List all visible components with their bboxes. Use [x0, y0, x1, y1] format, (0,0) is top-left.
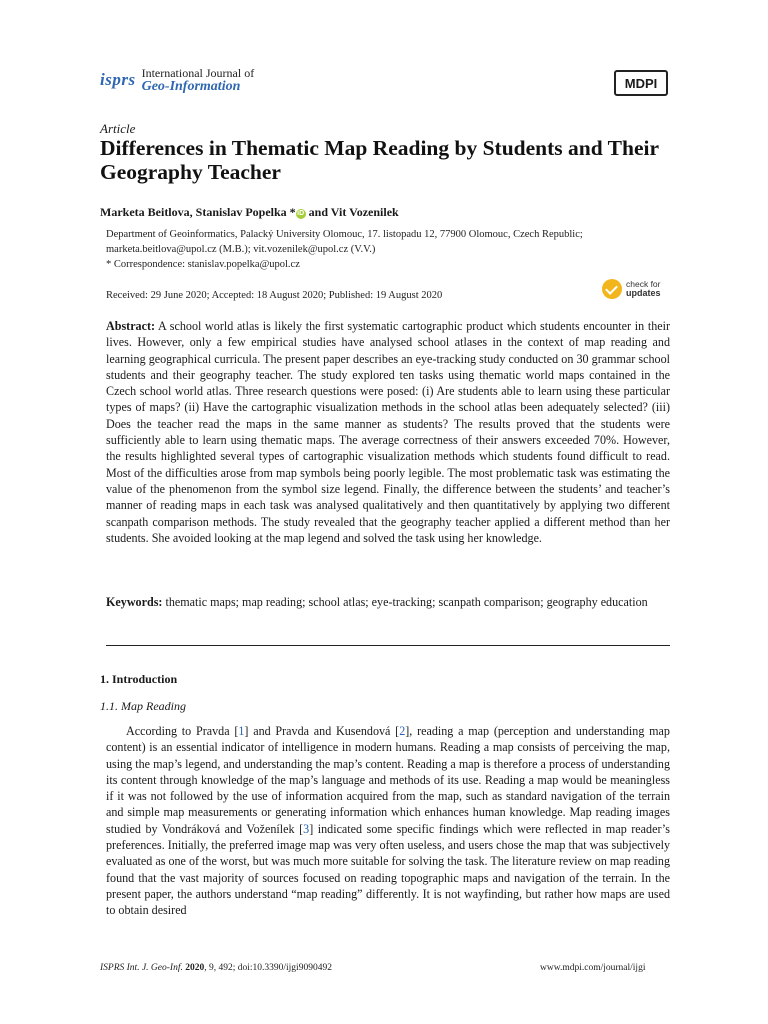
footer-year: 2020	[185, 963, 205, 973]
footer-doi: , 9, 492; doi:10.3390/ijgi9090492	[204, 963, 332, 973]
body-text-2: ] and Pravda and Kusendová [	[244, 724, 400, 738]
footer-citation	[100, 963, 332, 973]
check-mark-icon	[602, 279, 622, 299]
orcid-icon[interactable]: iD	[297, 210, 305, 217]
section-divider	[106, 645, 670, 646]
citation-link-3[interactable]: 3	[303, 821, 310, 836]
journal-name: Geo-Information	[141, 79, 241, 94]
journal-logo	[100, 66, 254, 94]
section-title: 1. Introduction	[100, 672, 178, 686]
author-list	[100, 205, 399, 220]
paper-title: Differences in Thematic Map Reading by Students and Their Geography Teacher	[100, 136, 659, 184]
abstract-label: Abstract:	[106, 319, 156, 333]
footer-url[interactable]: www.mdpi.com/journal/ijgi	[540, 963, 646, 973]
body-text-1: According to Pravda [	[126, 724, 239, 738]
body-text-3: ], reading a map (perception and understanding map content) is an essential indicator of intelligence in modern humans. Reading a map consists of perceiving the map, using the map’s legend, and understanding the map’s content. Reading a map is therefore a process of understanding its content through knowledge of the map’s language and methods of its use. Reading a map would be meaningless if it was not followed by the use of information acquired from the map, such as standard navigation of the terrain and simple map measurements or generating information which enhances human knowledge. Map reading images studied by Vondráková and Voženílek [	[106, 724, 670, 836]
publication-dates: Received: 29 June 2020; Accepted: 18 August 2020; Published: 19 August 2020	[106, 290, 443, 301]
body-paragraph	[106, 723, 670, 919]
article-type: Article	[100, 121, 136, 136]
authors-part2: and Vit Vozenilek	[305, 205, 399, 219]
abstract-text: A school world atlas is likely the first systematic cartographic product which students encounter in their lives. However, only a few empirical studies have analysed school atlases in the context of map reading and learning geographical curricula. The present paper describes an eye-tracking study conducted on 30 grammar school students and their geography teacher. The study explored ten tasks using thematic world maps contained in the Czech school world atlas. Three research questions were posed: (i) Are students able to learn using these particular types of maps? (ii) Have the cartographic visualization methods in the school atlas been adequately selected? (iii) Does the teacher read the maps in the same manner as students? The results proved that the students were sufficiently able to learn using thematic maps. The average correctness of their answers exceeded 70%. However, the results highlighted several types of cartographic visualization methods which students found difficult to read. Most of the difficulties arose from map symbols being poorly legible. The most problematic task was estimating the value of the phenomenon from the symbol size legend. Finally, the difference between the students’ and teacher’s manner of reading maps in each task was analysed qualitatively and then quantitatively by applying two different scanpath comparison methods. The study revealed that the geography teacher applied a different method than her students. She avoided looking at the map legend and solved the task using her knowledge.	[106, 319, 670, 545]
keywords	[106, 594, 670, 610]
isprs-logo: isprs	[100, 70, 136, 89]
mdpi-logo: MDPI	[614, 70, 668, 96]
keywords-text: thematic maps; map reading; school atlas; eye-tracking; scanpath comparison; geography education	[162, 595, 648, 609]
correspondence: * Correspondence: stanislav.popelka@upol.cz	[106, 259, 300, 270]
subsection-title: 1.1. Map Reading	[100, 699, 186, 713]
affiliation-line-1: Department of Geoinformatics, Palacký University Olomouc, 17. listopadu 12, 77900 Olomouc, Czech Republic;	[106, 229, 583, 240]
journal-subtitle: International Journal of	[141, 66, 255, 80]
check-for-updates-button[interactable]	[602, 279, 661, 299]
footer-journal: ISPRS Int. J. Geo-Inf.	[100, 963, 183, 973]
check-updates-line2: updates	[626, 288, 661, 298]
keywords-label: Keywords:	[106, 595, 163, 609]
affiliation	[106, 227, 676, 272]
body-text-4: ] indicated some specific findings which were reflected in map reader’s preferences. Initially, the preferred image map was very often useless, and users chose the map that was subjectively evaluated as one of the worst, but was much more suitable for solving the task. The literature review on map reading found that the vast majority of sources focused on reading topographic maps and navigation of the terrain. In the present paper, the authors understand “map reading” differently. It is not wayfinding, but rather how maps are used to obtain desired	[106, 821, 670, 918]
citation-link-2[interactable]: 2	[399, 724, 406, 738]
authors-part1: Marketa Beitlova, Stanislav Popelka *	[100, 205, 296, 219]
abstract	[106, 318, 670, 546]
citation-link-1[interactable]: 1	[238, 724, 245, 738]
check-updates-line1: check for	[626, 279, 661, 289]
affiliation-line-2: marketa.beitlova@upol.cz (M.B.); vit.vozenilek@upol.cz (V.V.)	[106, 244, 376, 255]
